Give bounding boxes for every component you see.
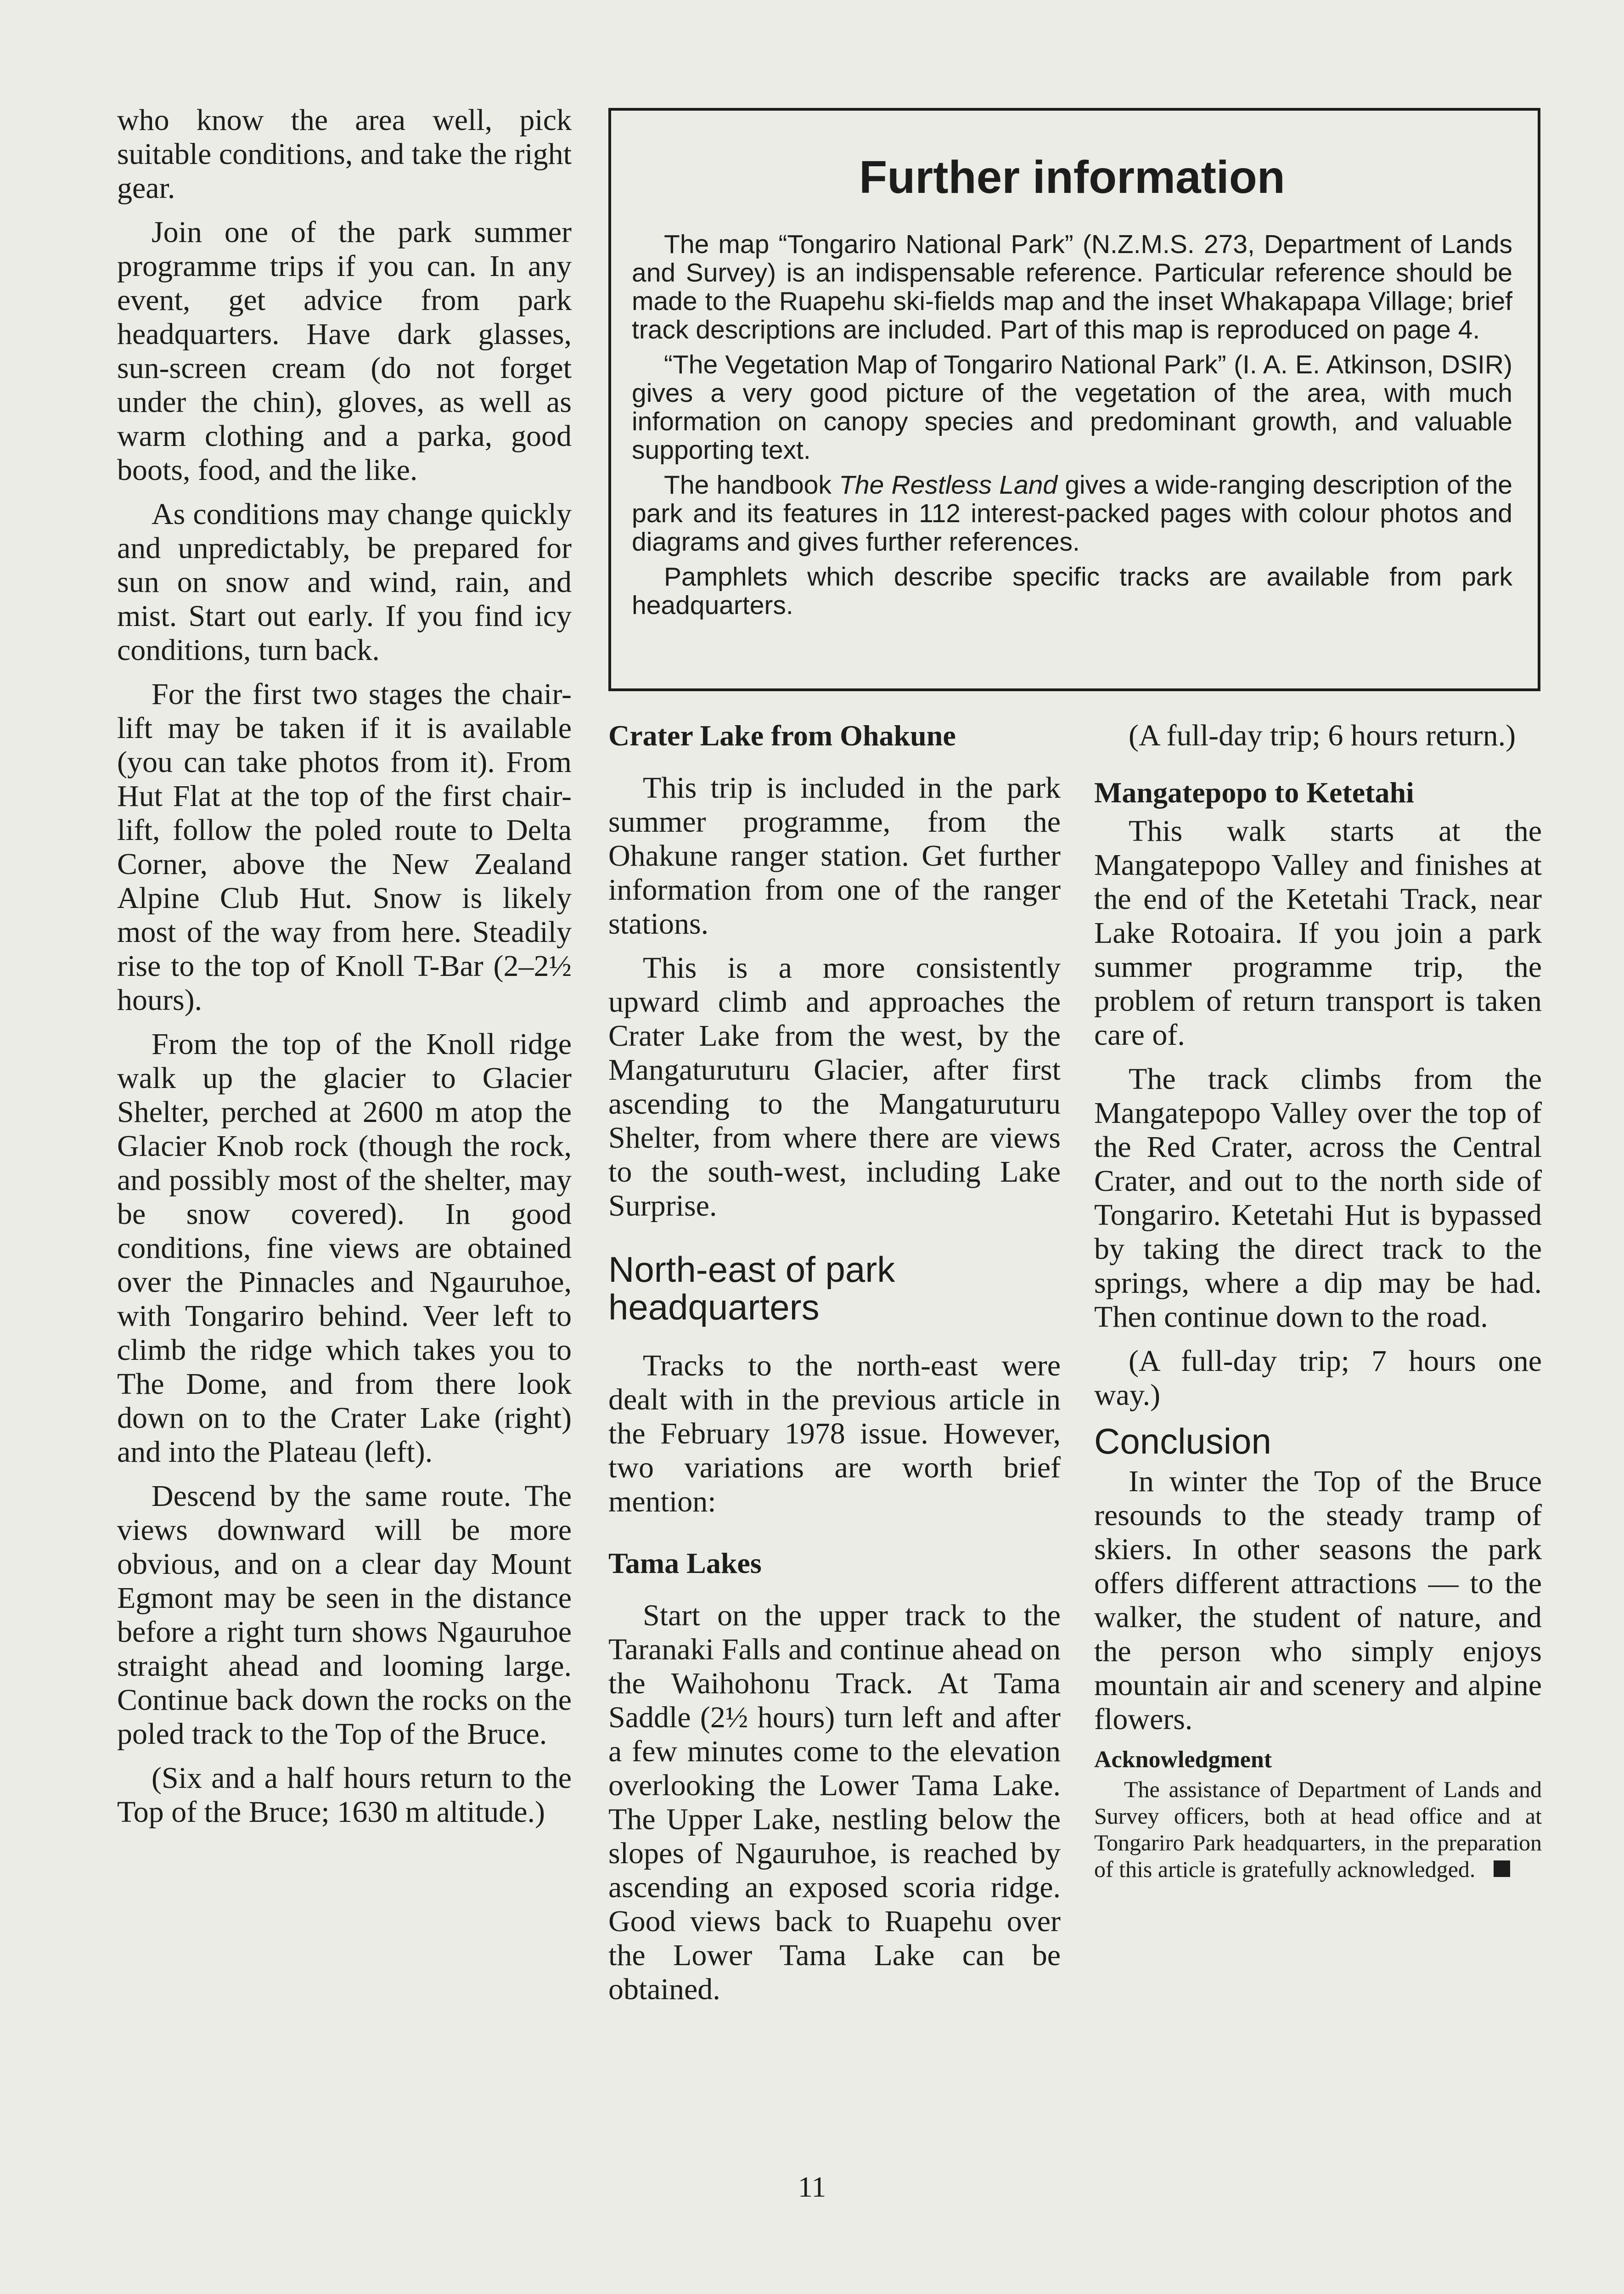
box-paragraph: [632, 471, 1512, 556]
end-of-article-mark: [1494, 1860, 1510, 1877]
paragraph: Join one of the park summer programme trips if you can. In any event, get advice from park headquarters. Have dark glasses, sun-screen cream (do not forget under the chin), gloves, as well as warm clothing and a parka, good boots, food, and the like.: [117, 215, 572, 487]
box-paragraph: “The Vegetation Map of Tongariro National Park” (I. A. E. Atkinson, DSIR) gives a very good picture of the vegetation of the area, with much information on canopy species and predominant growth, and valuable supporting text.: [632, 350, 1512, 465]
paragraph: As conditions may change quickly and unpredictably, be prepared for sun on snow and wind, rain, and mist. Start out early. If you find icy conditions, turn back.: [117, 497, 572, 667]
paragraph: (A full-day trip; 6 hours return.): [1129, 719, 1516, 752]
box-title: Further information: [859, 152, 1285, 203]
paragraph: (A full-day trip; 7 hours one way.): [1094, 1344, 1542, 1412]
paragraph: For the first two stages the chair-lift may be taken if it is available (you can take photos from it). From Hut Flat at the top of the first chair-lift, follow the poled route to Delta Corner, above the New Zealand Alpine Club Hut. Snow is likely most of the way from here. Steadily rise to the top of Knoll T-Bar (2–2½ hours).: [117, 677, 572, 1017]
middle-column: [608, 719, 1061, 2017]
paragraph: This trip is included in the park summer programme, from the Ohakune ranger station. Get further information from one of the ranger stations.: [608, 771, 1061, 941]
section-heading: Tama Lakes: [608, 1547, 762, 1579]
section-heading: Mangatepopo to Ketetahi: [1094, 776, 1414, 809]
box-paragraph: Pamphlets which describe specific tracks are available from park headquarters.: [632, 562, 1512, 620]
paragraph: (Six and a half hours return to the Top of the Bruce; 1630 m altitude.): [117, 1761, 572, 1829]
section-heading: North-east of park headquarters: [608, 1249, 895, 1327]
section-heading: Crater Lake from Ohakune: [608, 719, 956, 752]
acknowledgment-text: [1094, 1776, 1542, 1883]
paragraph: Descend by the same route. The views downward will be more obvious, and on a clear day Mount Egmont may be seen in the distance before a right turn shows Ngauruhoe straight ahead and looming large. Continue back down the rocks on the poled track to the Top of the Bruce.: [117, 1479, 572, 1751]
box-paragraph: The map “Tongariro National Park” (N.Z.M.S. 273, Department of Lands and Survey) is an indispensable reference. Particular reference should be made to the Ruapehu ski-fields map and the inset Whakapapa Village; brief track descriptions are included. Part of this map is reproduced on page 4.: [632, 230, 1512, 344]
section-heading: Conclusion: [1094, 1421, 1271, 1461]
paragraph: The track climbs from the Mangatepopo Valley over the top of the Red Crater, across the Central Crater, and out to the north side of Tongariro. Ketetahi Hut is bypassed by taking the direct track to the springs, where a dip may be had. Then continue down to the road.: [1094, 1062, 1542, 1334]
left-column: [117, 103, 572, 1839]
text-span: The handbook: [664, 470, 839, 500]
acknowledgment-heading: Acknowledgment: [1094, 1747, 1272, 1773]
text-span: The assistance of Department of Lands and Survey officers, both at head office and at Tongariro Park headquarters, in the preparation of this article is gratefully acknowledged.: [1094, 1776, 1542, 1882]
paragraph: This walk starts at the Mangatepopo Valley and finishes at the end of the Ketetahi Track, near Lake Rotoaira. If you join a park summer programme trip, the problem of return transport is taken care of.: [1094, 814, 1542, 1052]
further-information-box: [608, 108, 1540, 691]
text-span: gives a wide-ranging description of the park and its features in 112 interest-packed pages with colour photos and diagrams and gives further references.: [632, 470, 1513, 557]
paragraph: This is a more consistently upward climb and approaches the Crater Lake from the west, by the Mangaturuturu Glacier, after first ascending to the Mangaturuturu Shelter, from where there are views to the south-west, including Lake Surprise.: [608, 951, 1061, 1223]
book-title: The Restless Land: [839, 470, 1058, 500]
page-number: 11: [798, 2170, 826, 2203]
paragraph: In winter the Top of the Bruce resounds to the steady tramp of skiers. In other seasons the park offers different attractions — to the walker, the student of nature, and the person who simply enjoys mountain air and scenery and alpine flowers.: [1094, 1465, 1542, 1736]
paragraph: From the top of the Knoll ridge walk up the glacier to Glacier Shelter, perched at 2600 m atop the Glacier Knob rock (though the rock, and possibly most of the shelter, may be snow covered). In good conditions, fine views are obtained over the Pinnacles and Ngauruhoe, with Tongariro behind. Veer left to climb the ridge which takes you to The Dome, and from there look down on to the Crater Lake (right) and into the Plateau (left).: [117, 1027, 572, 1469]
paragraph: Tracks to the north-east were dealt with in the previous article in the February 1978 issue. However, two variations are worth brief mention:: [608, 1349, 1061, 1518]
right-column: [1094, 719, 1542, 1883]
paragraph: Start on the upper track to the Taranaki Falls and continue ahead on the Waihohonu Track. At Tama Saddle (2½ hours) turn left and after a few minutes come to the elevation overlooking the Lower Tama Lake. The Upper Lake, nestling below the slopes of Ngauruhoe, is reached by ascending an exposed scoria ridge. Good views back to Ruapehu over the Lower Tama Lake can be obtained.: [608, 1599, 1061, 2006]
paragraph: who know the area well, pick suitable conditions, and take the right gear.: [117, 103, 572, 205]
